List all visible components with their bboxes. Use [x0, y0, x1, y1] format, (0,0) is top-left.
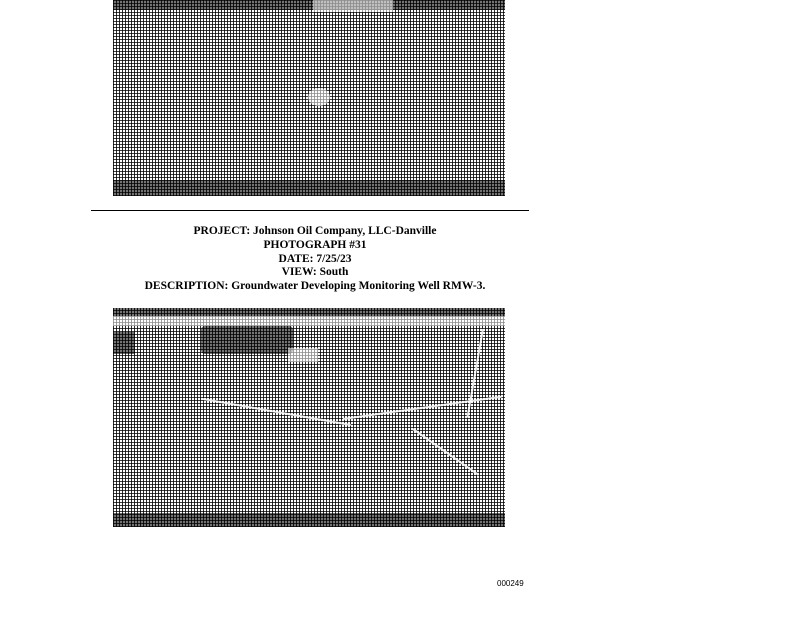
photo-shadow — [113, 0, 505, 10]
photo-shadow — [113, 513, 505, 527]
project-line: PROJECT: Johnson Oil Company, LLC-Danville — [193, 225, 437, 237]
photo-description: DESCRIPTION: Groundwater Developing Monitoring Well RMW-3. — [144, 280, 486, 293]
photo-caption — [80, 225, 550, 294]
photo-highlight — [313, 0, 393, 12]
photo-vehicle — [201, 326, 293, 354]
photo-highlight — [288, 348, 318, 362]
photograph-31 — [113, 308, 505, 527]
photograph-previous — [113, 0, 505, 196]
photo-date: DATE: 7/25/23 — [278, 252, 352, 265]
photo-view: VIEW: South — [281, 266, 349, 279]
page-divider — [91, 210, 529, 211]
photo-highlight — [308, 88, 330, 106]
photo-hose — [466, 329, 484, 418]
photo-hose — [343, 396, 502, 420]
photo-shadow — [113, 308, 505, 316]
photo-hose — [412, 428, 479, 476]
photo-highlight — [113, 316, 505, 326]
page-number: 000249 — [497, 579, 524, 588]
photograph-number: PHOTOGRAPH #31 — [263, 238, 367, 251]
photo-hose — [203, 398, 351, 426]
photo-shadow — [113, 332, 135, 354]
photo-shadow — [113, 180, 505, 196]
